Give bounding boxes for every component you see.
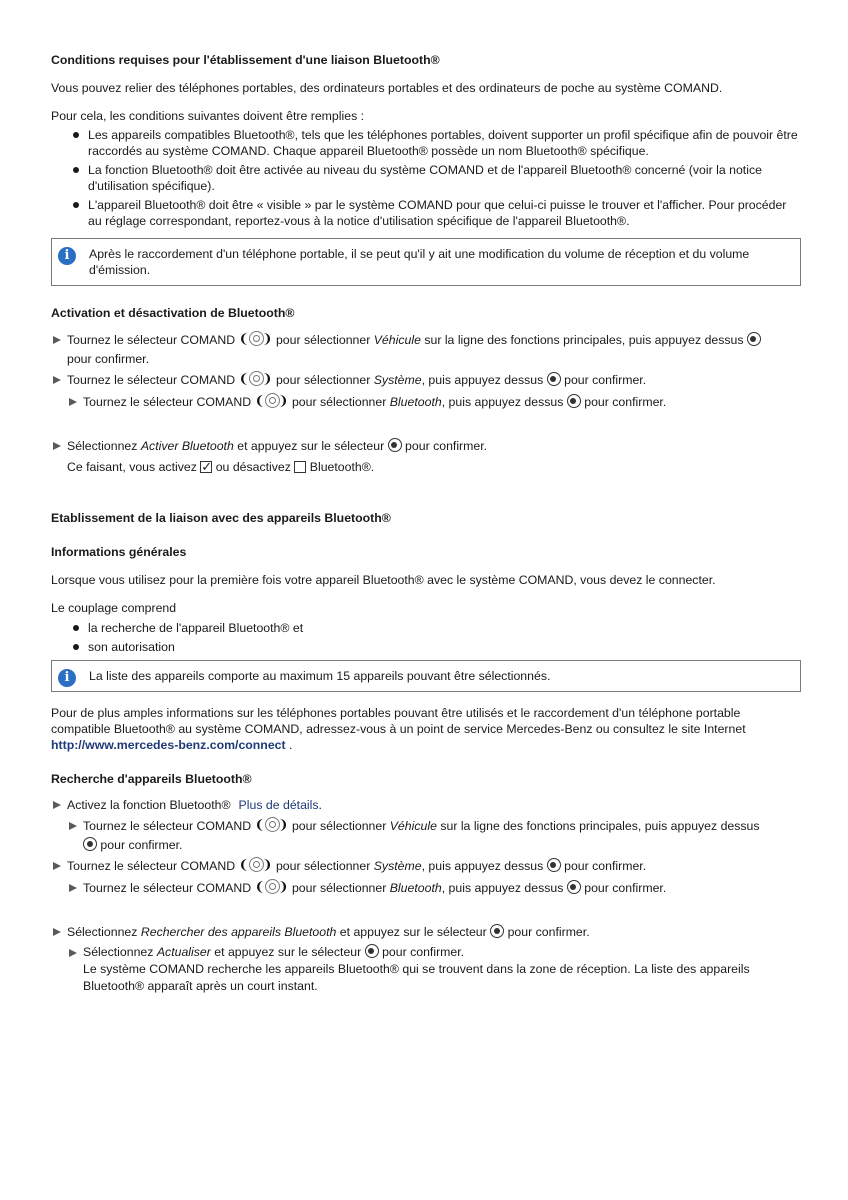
bullet-list — [51, 127, 801, 229]
info-text: La liste des appareils comporte au maximum 15 appareils pouvant être sélectionnés. — [89, 669, 551, 683]
info-text: Après le raccordement d'un téléphone portable, il se peut qu'il y ait une modification du volume de réception et du volume d'émission. — [89, 247, 750, 277]
paragraph: Pour cela, les conditions suivantes doivent être remplies : — [51, 109, 365, 123]
step: Tournez le sélecteur COMAND ❨ ❩ pour sélectionner Véhicule sur la ligne des fonctions principales, puis appuyez dessus pour confirmer. — [51, 331, 801, 369]
controller-rotate-icon: ❨ ❩ — [254, 879, 289, 894]
step: Tournez le sélecteur COMAND ❨ ❩ pour sélectionner Bluetooth, puis appuyez dessus pour confirmer. — [67, 393, 801, 412]
list-item: son autorisation — [51, 639, 801, 655]
controller-rotate-icon: ❨ ❩ — [238, 371, 273, 386]
step: Tournez le sélecteur COMAND ❨ ❩ pour sélectionner Bluetooth, puis appuyez dessus pour confirmer. — [67, 879, 801, 898]
list-item: La fonction Bluetooth® doit être activée au niveau du système COMAND et de l'appareil Bluetooth® concerné (voir la notice d'utilisation spécifique). — [51, 162, 801, 194]
step: Sélectionnez Rechercher des appareils Bluetooth et appuyez sur le sélecteur pour confirmer. — [51, 923, 801, 942]
bullet-list — [51, 620, 801, 655]
controller-press-icon — [747, 332, 761, 346]
step: Tournez le sélecteur COMAND ❨ ❩ pour sélectionner Système, puis appuyez dessus pour confirmer. — [51, 857, 801, 876]
controller-press-icon — [547, 372, 561, 386]
info-box — [51, 238, 801, 286]
controller-rotate-icon: ❨ ❩ — [254, 817, 289, 832]
document-page — [51, 52, 801, 995]
step: Tournez le sélecteur COMAND ❨ ❩ pour sélectionner Véhicule sur la ligne des fonctions principales, puis appuyez dessus pour confirmer. — [67, 817, 801, 855]
list-item: Les appareils compatibles Bluetooth®, tels que les téléphones portables, doivent supporter un profil spécifique afin de pouvoir être raccordés au système COMAND. Chaque appareil Bluetooth® possède un nom Bluetooth® spécifique. — [51, 127, 801, 159]
paragraph: Le couplage comprend — [51, 601, 177, 615]
controller-press-icon — [567, 394, 581, 408]
info-box — [51, 660, 801, 692]
info-icon: i — [58, 669, 76, 687]
heading-liaison: Etablissement de la liaison avec des appareils Bluetooth® — [51, 511, 391, 525]
more-details-link[interactable]: Plus de détails — [238, 798, 319, 812]
step: Activez la fonction Bluetooth® Plus de détails. — [51, 796, 801, 815]
list-item: la recherche de l'appareil Bluetooth® et — [51, 620, 801, 636]
controller-press-icon — [365, 944, 379, 958]
step: Tournez le sélecteur COMAND ❨ ❩ pour sélectionner Système, puis appuyez dessus pour confirmer. — [51, 371, 801, 390]
controller-press-icon — [388, 438, 402, 452]
step: Sélectionnez Activer Bluetooth et appuyez sur le sélecteur pour confirmer. — [51, 437, 801, 456]
step-result: Le système COMAND recherche les appareils Bluetooth® qui se trouvent dans la zone de réception. La liste des appareils Bluetooth® apparaît après un court instant. — [83, 962, 750, 993]
controller-press-icon — [567, 880, 581, 894]
controller-press-icon — [490, 924, 504, 938]
heading-activation: Activation et désactivation de Bluetooth® — [51, 306, 295, 320]
checkbox-unchecked-icon — [294, 461, 306, 473]
paragraph: Pour de plus amples informations sur les téléphones portables pouvant être utilisés et le raccordement d'un téléphone portable compatible Bluetooth® au système COMAND, adressez-vous à un point de service Mercedes-Benz ou consultez le site Internet http://www.mercedes-benz.com/connect . — [51, 706, 746, 752]
info-icon: i — [58, 247, 76, 265]
heading-informations: Informations générales — [51, 545, 187, 559]
list-item: L'appareil Bluetooth® doit être « visible » par le système COMAND pour que celui-ci puisse le trouver et l'afficher. Pour procéder au réglage correspondant, reportez-vous à la notice d'utilisation spécifique de l'appareil Bluetooth®. — [51, 197, 801, 229]
controller-press-icon — [83, 837, 97, 851]
paragraph: Lorsque vous utilisez pour la première fois votre appareil Bluetooth® avec le système COMAND, vous devez le connecter. — [51, 573, 716, 587]
checkbox-checked-icon — [200, 461, 212, 473]
heading-conditions: Conditions requises pour l'établissement d'une liaison Bluetooth® — [51, 53, 440, 67]
controller-rotate-icon: ❨ ❩ — [238, 857, 273, 872]
controller-press-icon — [547, 858, 561, 872]
controller-rotate-icon: ❨ ❩ — [238, 331, 273, 346]
external-link[interactable]: http://www.mercedes-benz.com/connect — [51, 738, 286, 752]
step-result: Ce faisant, vous activez ✓ ou désactivez Bluetooth®. — [51, 458, 801, 477]
heading-recherche: Recherche d'appareils Bluetooth® — [51, 772, 252, 786]
paragraph: Vous pouvez relier des téléphones portables, des ordinateurs portables et des ordinateurs de poche au système COMAND. — [51, 81, 723, 95]
step: Sélectionnez Actualiser et appuyez sur le sélecteur pour confirmer. Le système COMAND recherche les appareils Bluetooth® qui se trouvent dans la zone de réception. La liste des appareils Bluetooth® apparaît après un court instant. — [67, 944, 801, 995]
controller-rotate-icon: ❨ ❩ — [254, 393, 289, 408]
